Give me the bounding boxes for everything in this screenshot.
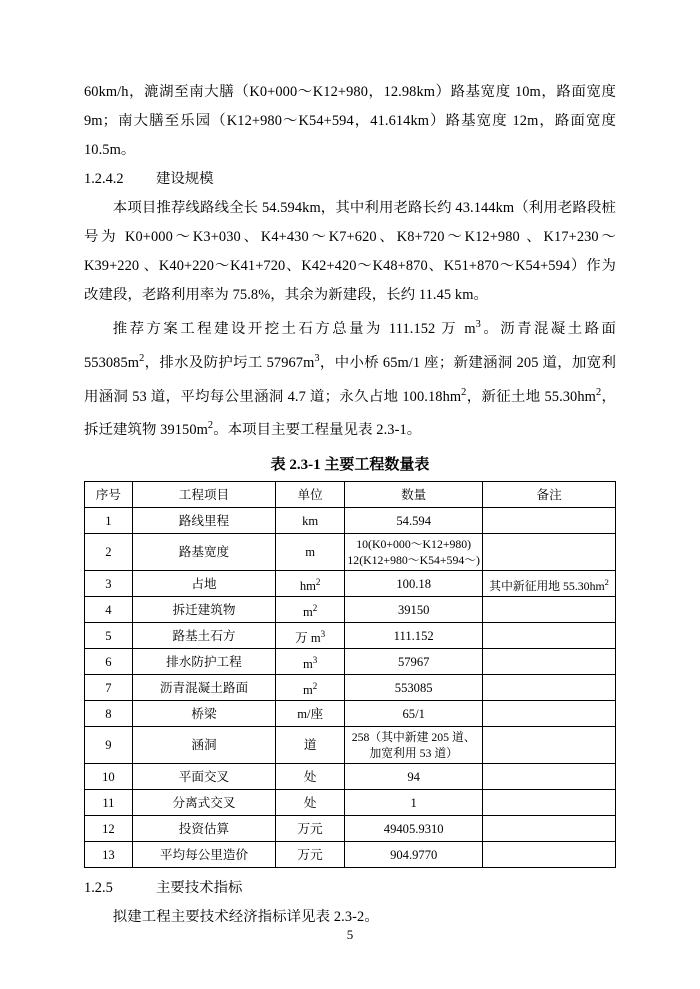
cell-value: [345, 727, 483, 764]
cell-no: 9: [85, 727, 133, 764]
table-header-row: [85, 482, 616, 508]
cell-item: 占地: [132, 571, 275, 597]
cell-unit: m/座: [276, 701, 345, 727]
cell-item: 分离式交叉: [132, 790, 275, 816]
cell-value: 111.152: [345, 623, 483, 649]
table-row: [85, 571, 616, 597]
paragraph-earthwork: [84, 310, 616, 445]
table-row: [85, 623, 616, 649]
cell-note: [483, 534, 616, 571]
cell-unit: $hm^2$: [276, 571, 345, 597]
superscript-3b: 3: [314, 352, 320, 364]
cell-note: [483, 727, 616, 764]
header-note: 备注: [483, 482, 616, 508]
table-row: [85, 816, 616, 842]
earthwork-part4: ，中小桥 65m/1 座；新建涵洞 205 道，加宽利用涵洞 53 道，平均每公里涵洞 4.7 道；永久占地 100.18hm: [84, 354, 616, 405]
cell-value: 65/1: [345, 701, 483, 727]
superscript-2b: 2: [461, 386, 467, 398]
cell-no: 2: [85, 534, 133, 571]
earthwork-part7: 。本项目主要工程量见表 2.3-1。: [213, 422, 422, 439]
cell-note: 其中新征用地 $55.30hm^2$: [483, 571, 616, 597]
cell-item: 沥青混凝土路面: [132, 675, 275, 701]
cell-no: 8: [85, 701, 133, 727]
table-row: [85, 790, 616, 816]
cell-no: 1: [85, 508, 133, 534]
cell-note: [483, 842, 616, 868]
cell-note: [483, 790, 616, 816]
earthwork-part6: ，拆迁建筑物 39150m: [84, 388, 616, 439]
cell-note: [483, 701, 616, 727]
superscript-2: 2: [312, 680, 318, 691]
cell-no: 5: [85, 623, 133, 649]
cell-unit: $m^3$: [276, 649, 345, 675]
cell-item: 路基宽度: [132, 534, 275, 571]
table-row: [85, 508, 616, 534]
cell-note: [483, 508, 616, 534]
header-unit: 单位: [276, 482, 345, 508]
earthwork-part5: ，新征土地 55.30hm: [466, 388, 596, 405]
cell-no: 11: [85, 790, 133, 816]
cell-no: 12: [85, 816, 133, 842]
cell-value: 100.18: [345, 571, 483, 597]
cell-value: 54.594: [345, 508, 483, 534]
superscript-3: 3: [312, 654, 318, 665]
cell-item: 拆迁建筑物: [132, 597, 275, 623]
superscript-2a: 2: [139, 352, 145, 364]
paragraph-tech-indicators: 拟建工程主要技术经济指标详见表 2.3-2。: [112, 909, 379, 926]
cell-note: [483, 623, 616, 649]
earthwork-part2: 。沥青混凝土路面 553085m: [84, 320, 616, 371]
cell-unit: 万 $m^3$: [276, 623, 345, 649]
cell-unit: 万元: [276, 842, 345, 868]
earthwork-part3: ，排水及防护圬工 57967m: [144, 354, 315, 371]
heading-1-2-4-2: [84, 165, 616, 194]
cell-no: 13: [85, 842, 133, 868]
cell-item: 平均每公里造价: [132, 842, 275, 868]
cell-unit: m: [276, 534, 345, 571]
table-row: [85, 764, 616, 790]
cell-item: 路基土石方: [132, 623, 275, 649]
cell-item: 路线里程: [132, 508, 275, 534]
cell-unit: 万元: [276, 816, 345, 842]
cell-no: 4: [85, 597, 133, 623]
cell-value: 39150: [345, 597, 483, 623]
cell-no: 3: [85, 571, 133, 597]
cell-unit: $m^2$: [276, 597, 345, 623]
paragraph-intro: 60km/h，漉湖至南大膳（K0+000～K12+980，12.98km）路基宽度 10m，路面宽度 9m；南大膳至乐园（K12+980～K54+594，41.614km）路基宽度 12m，路面宽度 10.5m。: [84, 84, 616, 158]
cell-note: [483, 597, 616, 623]
header-no: 序号: [85, 482, 133, 508]
paragraph-route-length: 本项目推荐线路线全长 54.594km，其中利用老路长约 43.144km（利用老路段桩号为 K0+000～K3+030、K4+430～K7+620、K8+720～K12+980 、K17+230～K39+220 、K40+220～K41+720、K42+420～K48+870、K51+870～K54+594）作为改建段，老路利用率为 75.8%，其余为新建段，长约 11.45 km。: [84, 200, 616, 303]
heading-text: 建设规模: [156, 171, 214, 187]
cell-unit: 处: [276, 764, 345, 790]
heading-number: 1.2.4.2: [84, 171, 124, 187]
table-row: [85, 534, 616, 571]
superscript-3a: 3: [475, 319, 481, 330]
heading-text: 主要技术指标: [156, 880, 243, 897]
earthwork-part1: 推荐方案工程建设开挖土石方总量为 111.152 万 m: [112, 320, 476, 337]
cell-no: 7: [85, 675, 133, 701]
header-value: 数量: [345, 482, 483, 508]
cell-no: 6: [85, 649, 133, 675]
cell-value: 57967: [345, 649, 483, 675]
cell-unit: 道: [276, 727, 345, 764]
cell-value-line1: 258（其中新建 205 道、: [351, 730, 476, 745]
page-number: 5: [346, 927, 354, 942]
cell-value-line1: 10(K0+000～K12+980): [356, 537, 472, 552]
cell-value: 553085: [345, 675, 483, 701]
cell-note: [483, 764, 616, 790]
cell-value: [345, 534, 483, 571]
table-row: [85, 675, 616, 701]
heading-number: 1.2.5: [84, 880, 113, 897]
cell-value: 904.9770: [345, 842, 483, 868]
cell-value: 1: [345, 790, 483, 816]
cell-note: [483, 649, 616, 675]
cell-note: [483, 675, 616, 701]
cell-value: 49405.9310: [345, 816, 483, 842]
superscript-2: 2: [312, 602, 318, 613]
cell-note: [483, 816, 616, 842]
cell-value-line2: 加宽利用 53 道）: [369, 746, 458, 761]
table-row: [85, 649, 616, 675]
cell-value: 94: [345, 764, 483, 790]
superscript-2c: 2: [595, 386, 602, 398]
table-row: [85, 727, 616, 764]
engineering-quantity-table: [84, 481, 616, 868]
heading-1-2-5: [84, 874, 616, 903]
cell-unit: $m^2$: [276, 675, 345, 701]
cell-item: 桥梁: [132, 701, 275, 727]
cell-value-line2: 12(K12+980～K54+594～): [347, 553, 480, 568]
cell-unit: 处: [276, 790, 345, 816]
cell-item: 投资估算: [132, 816, 275, 842]
cell-item: 涵洞: [132, 727, 275, 764]
table-row: [85, 842, 616, 868]
superscript-2: 2: [604, 576, 609, 587]
cell-unit: km: [276, 508, 345, 534]
cell-no: 10: [85, 764, 133, 790]
superscript-2d: 2: [207, 420, 214, 432]
table-caption: 表 2.3-1 主要工程数量表: [270, 457, 430, 474]
header-item: 工程项目: [132, 482, 275, 508]
cell-item: 平面交叉: [132, 764, 275, 790]
superscript-2: 2: [315, 576, 321, 587]
table-row: [85, 597, 616, 623]
cell-item: 排水防护工程: [132, 649, 275, 675]
superscript-3: 3: [320, 628, 326, 639]
table-row: [85, 701, 616, 727]
